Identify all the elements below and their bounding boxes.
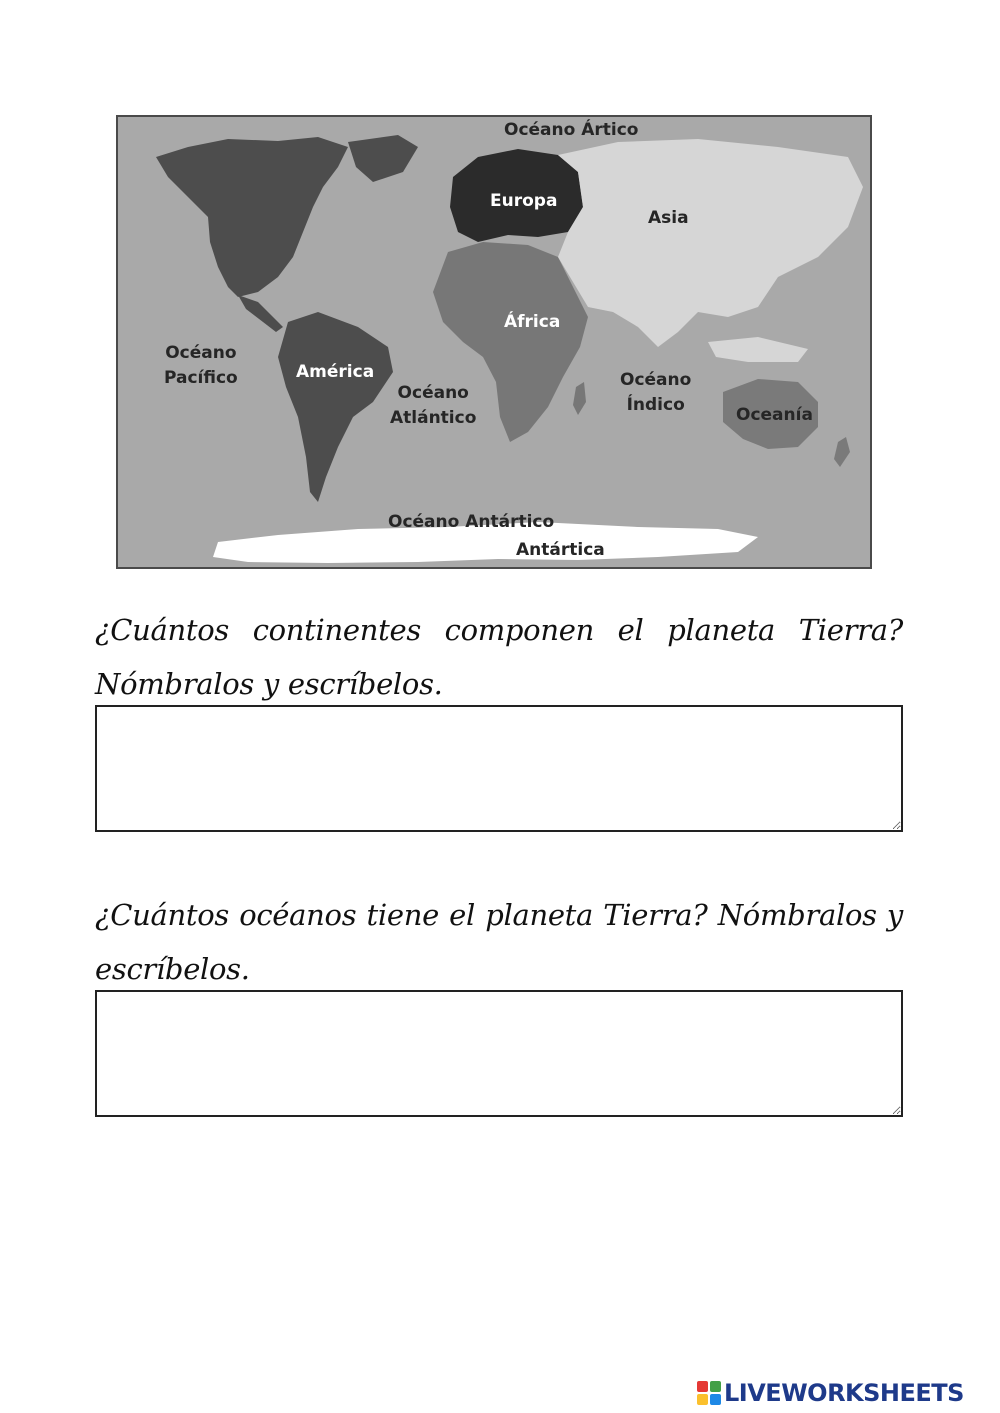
label-africa: África: [504, 312, 561, 332]
label-antartica: Antártica: [516, 540, 605, 560]
label-asia: Asia: [648, 208, 689, 228]
brand-text: LIVEWORKSHEETS: [724, 1379, 964, 1407]
question-oceans: ¿Cuántos océanos tiene el planeta Tierra? Nómbralos y escríbelos.: [95, 898, 903, 986]
world-map: [116, 115, 872, 569]
logo-square-blue: [710, 1394, 721, 1405]
answer-oceans-field[interactable]: [95, 990, 903, 1117]
greenland-shape: [348, 135, 418, 182]
label-oceano-indico: Océano Índico: [620, 370, 692, 415]
label-oceano-artico: Océano Ártico: [504, 120, 639, 140]
question-continents: ¿Cuántos continentes componen el planeta Tierra? Nómbralos y escríbelos.: [95, 613, 903, 701]
label-oceania: Oceanía: [736, 405, 813, 425]
label-america: América: [296, 362, 375, 382]
answer-continents-field[interactable]: [95, 705, 903, 832]
label-oceano-pacifico: Océano Pacífico: [164, 343, 238, 388]
central-america-shape: [238, 295, 283, 332]
south-america-shape: [278, 312, 393, 502]
liveworksheets-logo-icon: [697, 1381, 721, 1405]
logo-square-red: [697, 1381, 708, 1392]
label-oceano-antartico: Océano Antártico: [388, 512, 555, 532]
new-zealand-shape: [834, 437, 850, 467]
logo-square-yellow: [697, 1394, 708, 1405]
madagascar-shape: [573, 382, 586, 415]
north-america-shape: [156, 137, 348, 297]
label-oceano-atlantico: Océano Atlántico: [390, 383, 477, 428]
label-europa: Europa: [490, 191, 558, 211]
southeast-asia-islands-shape: [708, 337, 808, 362]
logo-square-green: [710, 1381, 721, 1392]
liveworksheets-brand: [697, 1376, 964, 1410]
